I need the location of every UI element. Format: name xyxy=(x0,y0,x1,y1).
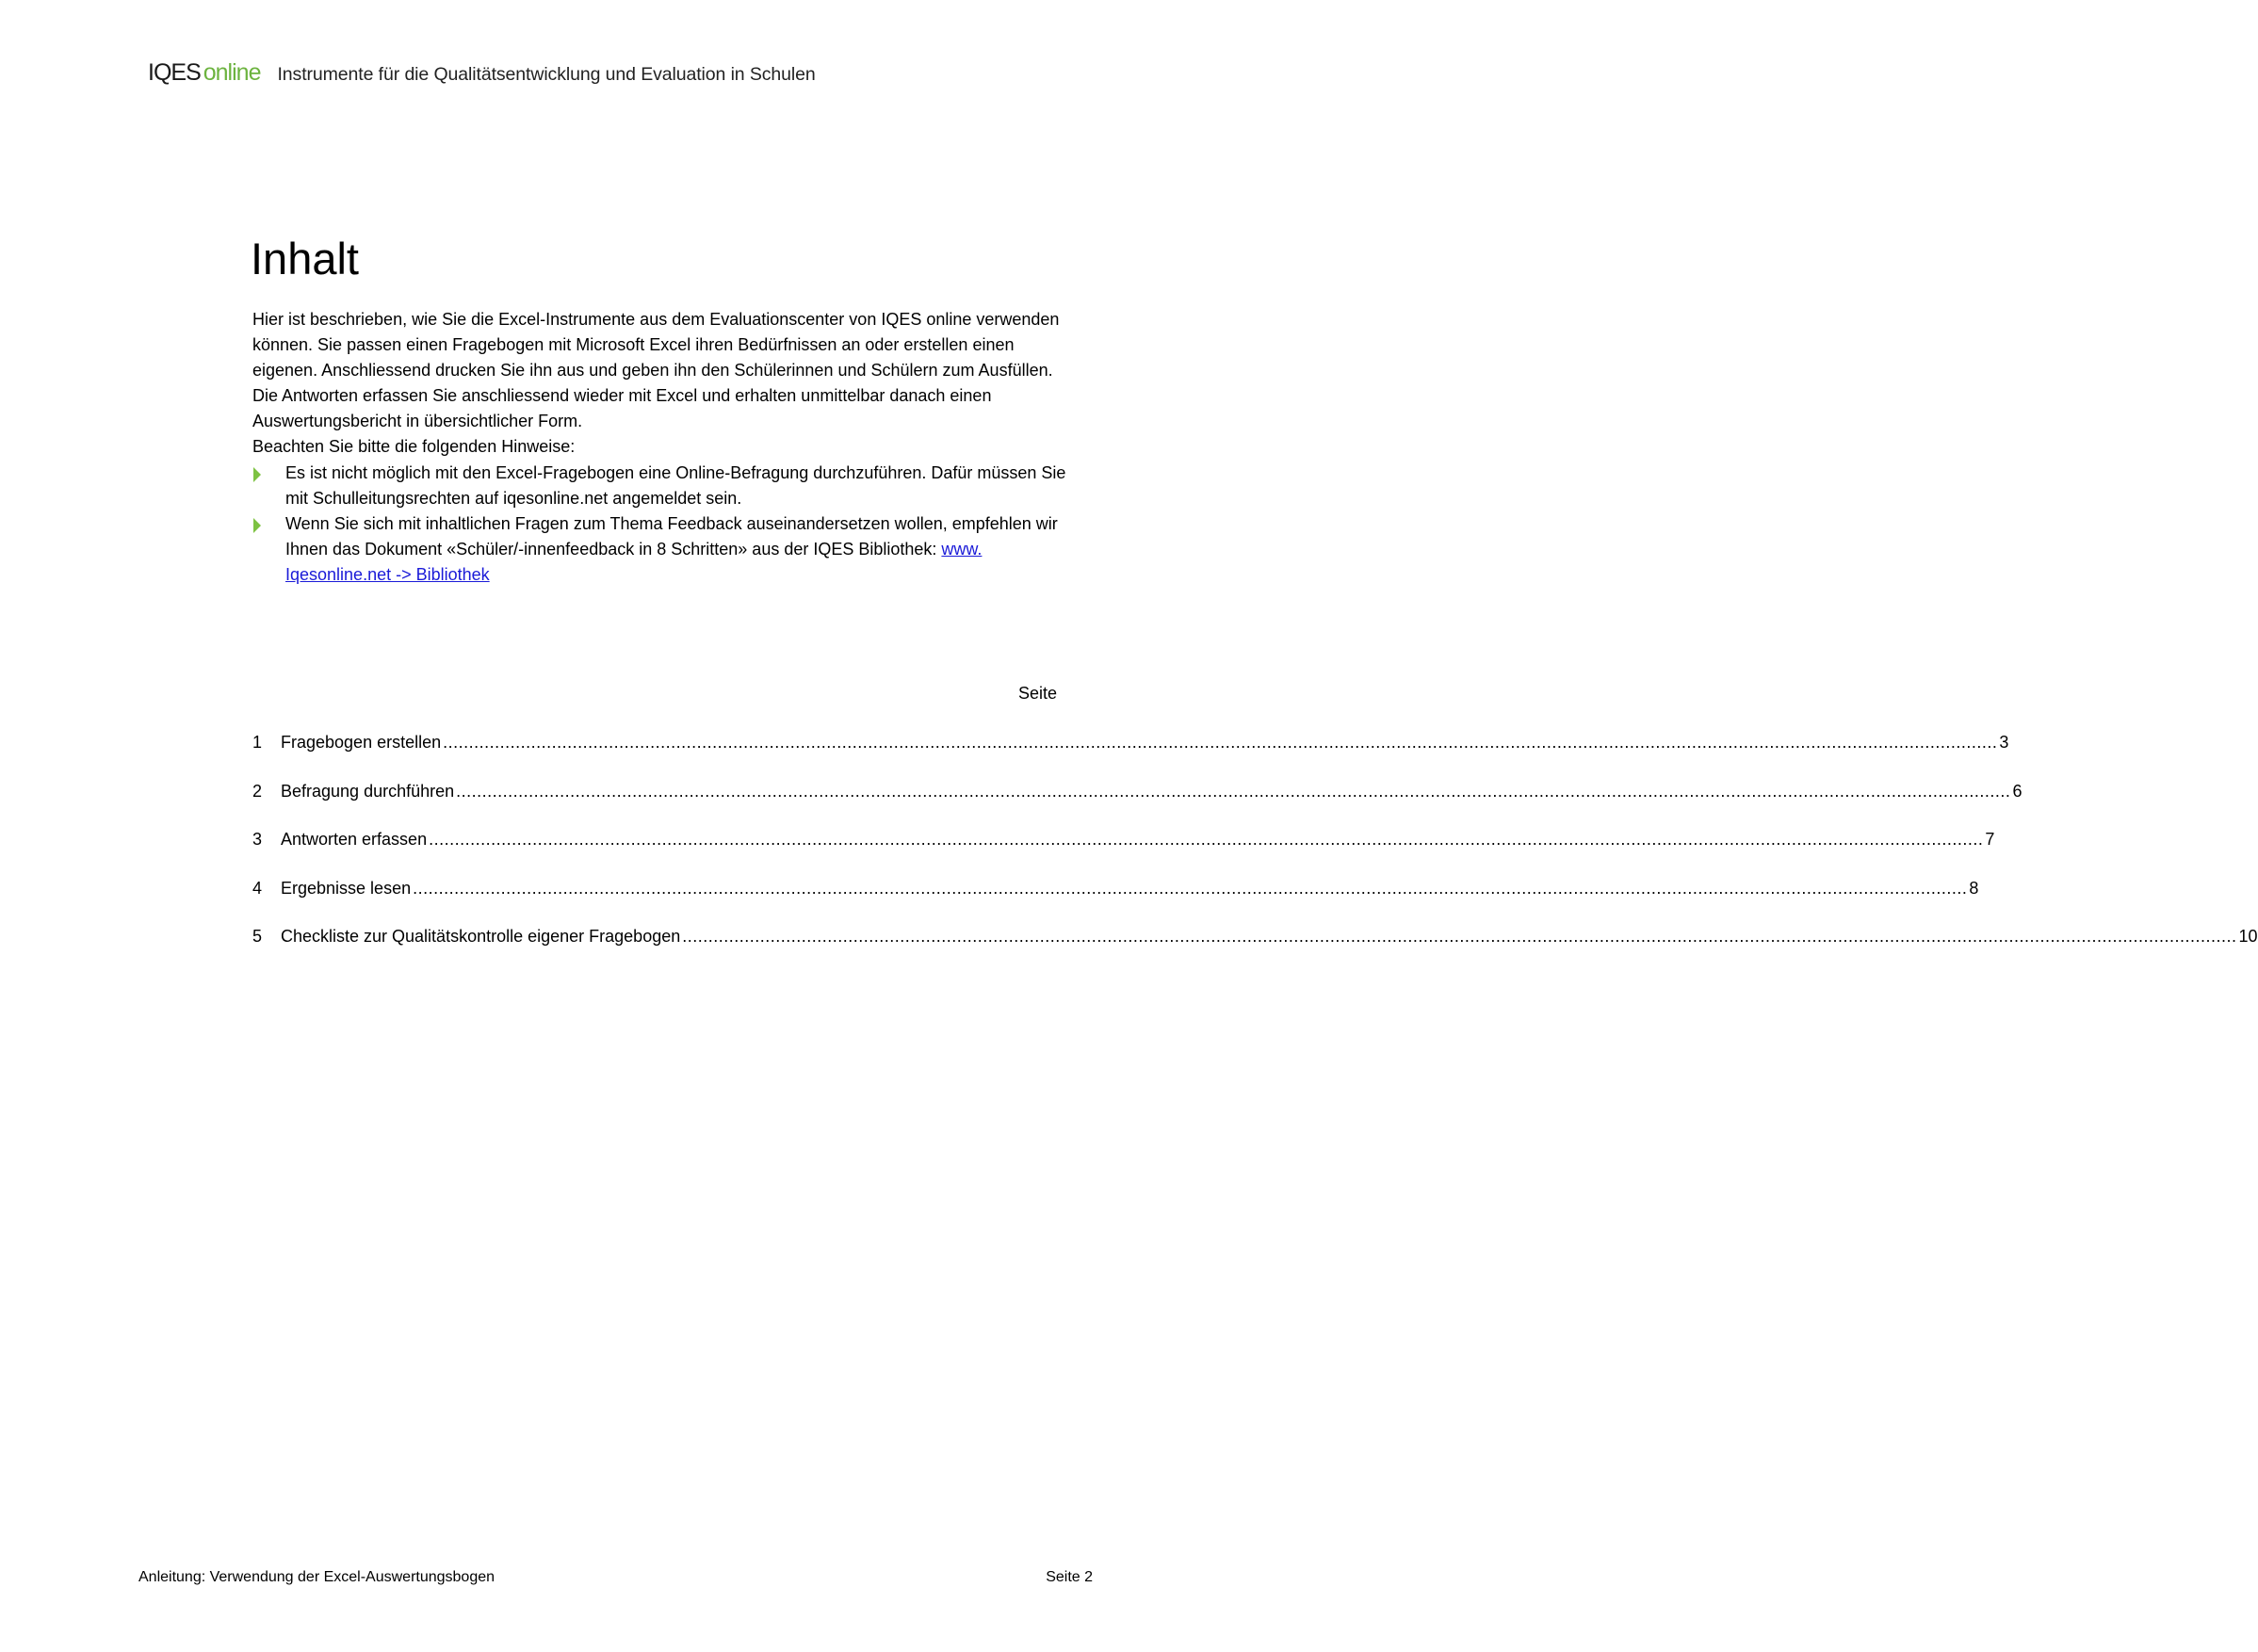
toc-entry-title: Ergebnisse lesen xyxy=(281,878,412,898)
toc-entry-number: 3 xyxy=(252,830,263,849)
intro-paragraph: Hier ist beschrieben, wie Sie die Excel-Instrumente aus dem Evaluationscenter von IQES online verwenden können. Sie passen einen Fragebogen mit Microsoft Excel ihren Bedürfnissen an oder erstellen einen eigenen. Anschliessend drucken Sie ihn aus und geben ihn den Schülerinnen und Schülern zum Ausfüllen. Die Antworten erfassen Sie anschliessend wieder mit Excel und erhalten unmittelbar danach einen Auswertungsbericht in übersichtlicher Form. xyxy=(252,310,1060,431)
toc-dot-leader: ............................................................................................................................................................................................................................................................................................................ xyxy=(682,927,2237,946)
toc-entry-number: 4 xyxy=(252,878,263,898)
page-header xyxy=(148,58,816,89)
logo-iqes: IQES xyxy=(148,59,201,86)
library-link[interactable]: www. Iqesonline.net -> Bibliothek xyxy=(285,539,983,584)
header-tagline: Instrumente für die Qualitätsentwicklung und Evaluation in Schulen xyxy=(277,64,816,85)
toc-entry[interactable] xyxy=(252,925,2258,974)
toc-entry-title: Checkliste zur Qualitätskontrolle eigener Fragebogen xyxy=(281,927,681,946)
triangle-right-icon xyxy=(253,518,261,533)
toc-entry-number: 2 xyxy=(252,781,263,801)
toc-entry-page: 7 xyxy=(1985,830,1995,849)
toc-entry[interactable] xyxy=(252,828,1995,877)
footer-page-number: Seite 2 xyxy=(1046,1569,1093,1585)
toc-dot-leader: ............................................................................................................................................................................................................................................................................................................ xyxy=(413,878,1968,898)
note-item xyxy=(252,461,1072,511)
page-footer xyxy=(138,1567,1093,1588)
page-title: Inhalt xyxy=(251,234,359,283)
footer-document-title: Anleitung: Verwendung der Excel-Auswertungsbogen xyxy=(138,1569,495,1585)
toc-page-column-header: Seite xyxy=(1017,684,1057,703)
toc-entry-page: 6 xyxy=(2012,781,2022,801)
toc-entry-page: 3 xyxy=(1999,733,2009,752)
toc-entry-page: 10 xyxy=(2238,927,2258,946)
toc-dot-leader: ............................................................................................................................................................................................................................................................................................................ xyxy=(443,733,1998,752)
toc-dot-leader: ............................................................................................................................................................................................................................................................................................................ xyxy=(456,781,2011,801)
note-item xyxy=(252,511,1072,588)
toc-entry-page: 8 xyxy=(1969,878,1979,898)
notes-intro: Beachten Sie bitte die folgenden Hinweise: xyxy=(252,437,576,457)
toc-dot-leader: ............................................................................................................................................................................................................................................................................................................ xyxy=(429,830,1984,849)
toc-entry-title: Befragung durchführen xyxy=(281,781,455,801)
intro-section xyxy=(252,307,1072,588)
toc-entry[interactable] xyxy=(252,877,1979,926)
table-of-contents xyxy=(252,731,2258,974)
notes-list xyxy=(252,461,1072,588)
toc-entry[interactable] xyxy=(252,780,2022,829)
logo-online: online xyxy=(203,59,261,86)
triangle-right-icon xyxy=(253,467,261,482)
toc-entry-title: Fragebogen erstellen xyxy=(281,733,442,752)
toc-entry[interactable] xyxy=(252,731,2009,780)
iqes-online-logo xyxy=(148,58,260,87)
toc-entry-number: 1 xyxy=(252,733,263,752)
note-text: Es ist nicht möglich mit den Excel-Fragebogen eine Online-Befragung durchzuführen. Dafür müssen Sie mit Schulleitungsrechten auf iqesonline.net angemeldet sein. xyxy=(285,462,1066,508)
note-text: Wenn Sie sich mit inhaltlichen Fragen zum Thema Feedback auseinandersetzen wollen, empfehlen wir Ihnen das Dokument «Schüler/-innenfeedback in 8 Schritten» aus der IQES Bibliothek: xyxy=(285,513,1058,559)
toc-entry-title: Antworten erfassen xyxy=(281,830,428,849)
toc-entry-number: 5 xyxy=(252,927,263,946)
